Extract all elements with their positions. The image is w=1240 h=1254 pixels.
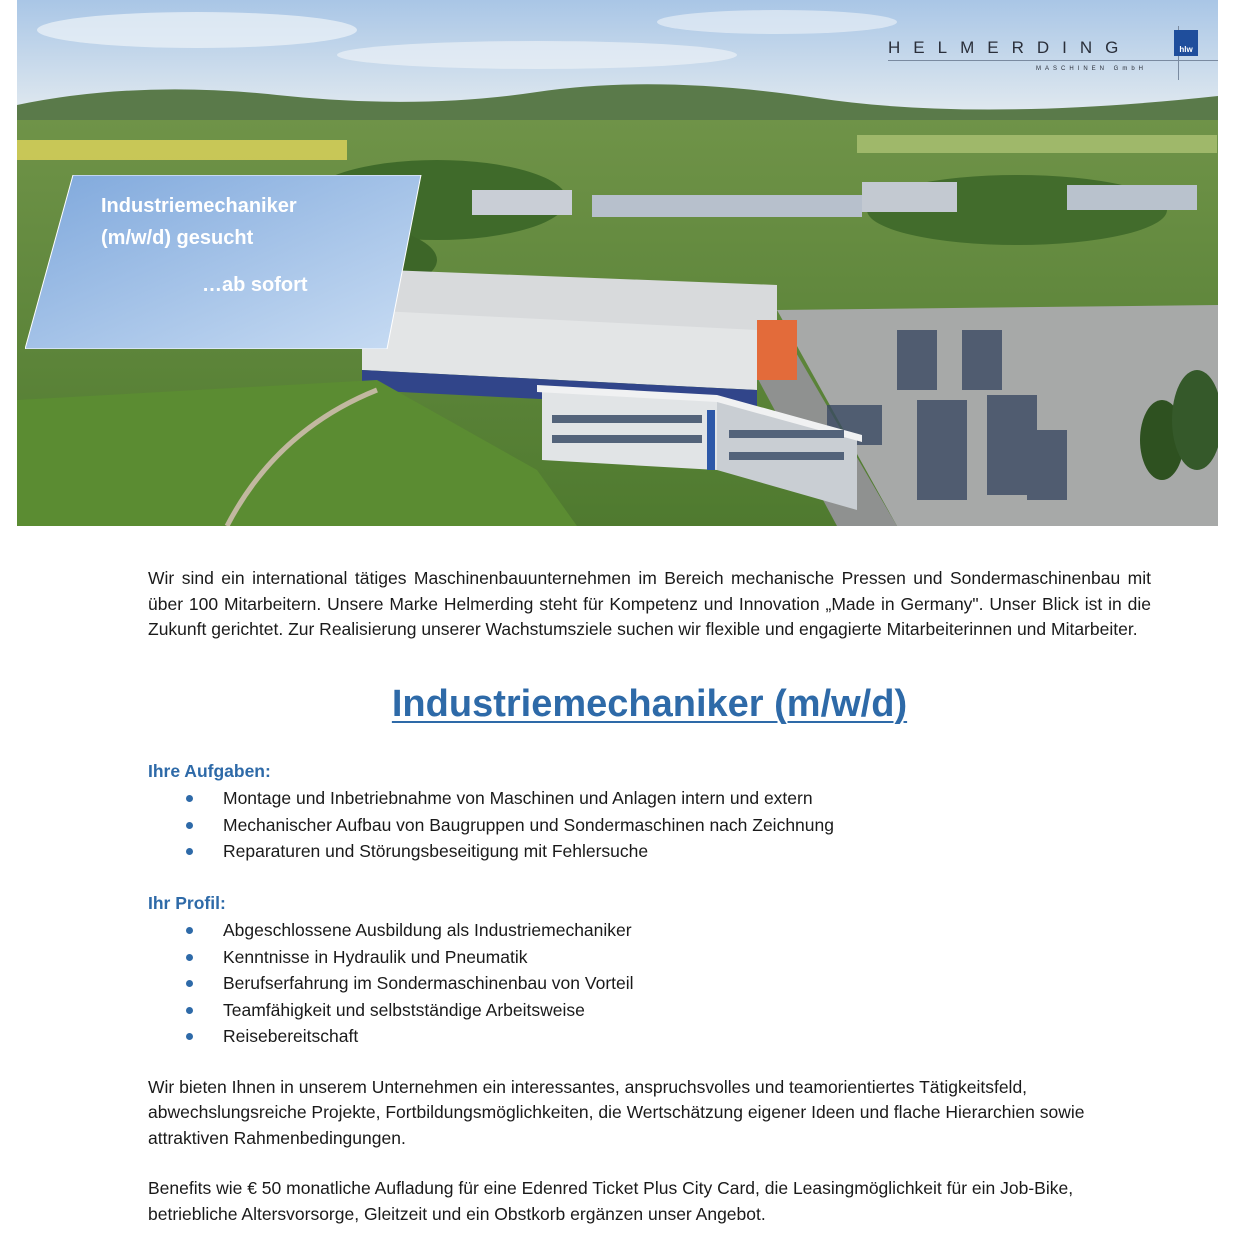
profile-list — [148, 917, 1151, 1050]
posting-content — [148, 566, 1151, 1227]
list-item — [223, 944, 1151, 971]
benefits-paragraph: Benefits wie € 50 monatliche Aufladung für eine Edenred Ticket Plus City Card, die Leasingmöglichkeit für ein Job-Bike, betriebliche Altersvorsorge, Gleitzeit und ein Obstkorb ergänzen unser Angebot. — [148, 1178, 1074, 1224]
list-item — [223, 917, 1151, 944]
list-item-text: Montage und Inbetriebnahme von Maschinen und Anlagen intern und extern — [223, 788, 813, 808]
bullet-icon — [186, 1033, 193, 1040]
list-item — [223, 812, 1151, 839]
list-item-text: Reparaturen und Störungsbeseitigung mit Fehlersuche — [223, 841, 649, 861]
callout-subtitle: (m/w/d) gesucht — [101, 227, 254, 249]
list-item-text: Berufserfahrung im Sondermaschinenbau von Vorteil — [223, 973, 634, 993]
company-logo — [888, 0, 1218, 80]
bullet-icon — [186, 795, 193, 802]
tasks-heading: Ihre Aufgaben: — [148, 760, 271, 781]
hero-banner — [17, 0, 1218, 526]
logo-rule-horizontal — [888, 60, 1218, 61]
list-item — [223, 997, 1151, 1024]
list-item-text: Mechanischer Aufbau von Baugruppen und Sondermaschinen nach Zeichnung — [223, 814, 834, 835]
bullet-icon — [186, 848, 193, 855]
list-item — [223, 970, 1151, 997]
logo-badge: hlw — [1174, 30, 1198, 56]
callout-start-date: …ab sofort — [202, 274, 308, 296]
job-title: Industriemechaniker (m/w/d) — [391, 682, 908, 725]
company-intro: Wir sind ein international tätiges Maschinenbauunternehmen im Bereich mechanische Pressen und Sondermaschinenbau mit über 100 Mitarbeitern. Unsere Marke Helmerding steht für Kompetenz und Innovation „Made in Germany". Unser Blick ist in die Zukunft gerichtet. Zur Realisierung unserer Wachstumsziele suchen wir flexible und engagierte Mitarbeiterinnen und Mitarbeiter. — [148, 568, 1151, 639]
logo-wordmark: HELMERDING — [888, 38, 1132, 57]
bullet-icon — [186, 954, 193, 961]
offer-paragraph: Wir bieten Ihnen in unserem Unternehmen ein interessantes, anspruchsvolles und teamorientiertes Tätigkeitsfeld, abwechslungsreiche Projekte, Fortbildungsmöglichkeiten, die Wertschätzung eigener Ideen und flache Hierarchien sowie attraktiven Rahmenbedingungen. — [148, 1076, 1085, 1148]
bullet-icon — [186, 980, 193, 987]
bullet-icon — [186, 927, 193, 934]
list-item-text: Kenntnisse in Hydraulik und Pneumatik — [223, 946, 528, 967]
list-item-text: Teamfähigkeit und selbstständige Arbeitsweise — [223, 999, 585, 1020]
hiring-callout — [25, 175, 425, 349]
list-item — [223, 785, 1151, 812]
bullet-icon — [186, 1007, 193, 1014]
list-item — [223, 1023, 1151, 1050]
callout-title: Industriemechaniker — [101, 195, 297, 217]
tasks-list — [148, 785, 1151, 865]
profile-heading: Ihr Profil: — [148, 892, 226, 913]
list-item-text: Reisebereitschaft — [223, 1026, 359, 1046]
bullet-icon — [186, 822, 193, 829]
logo-subline: MASCHINEN GmbH — [1036, 66, 1148, 72]
list-item-text: Abgeschlossene Ausbildung als Industriemechaniker — [223, 920, 632, 940]
list-item — [223, 838, 1151, 865]
